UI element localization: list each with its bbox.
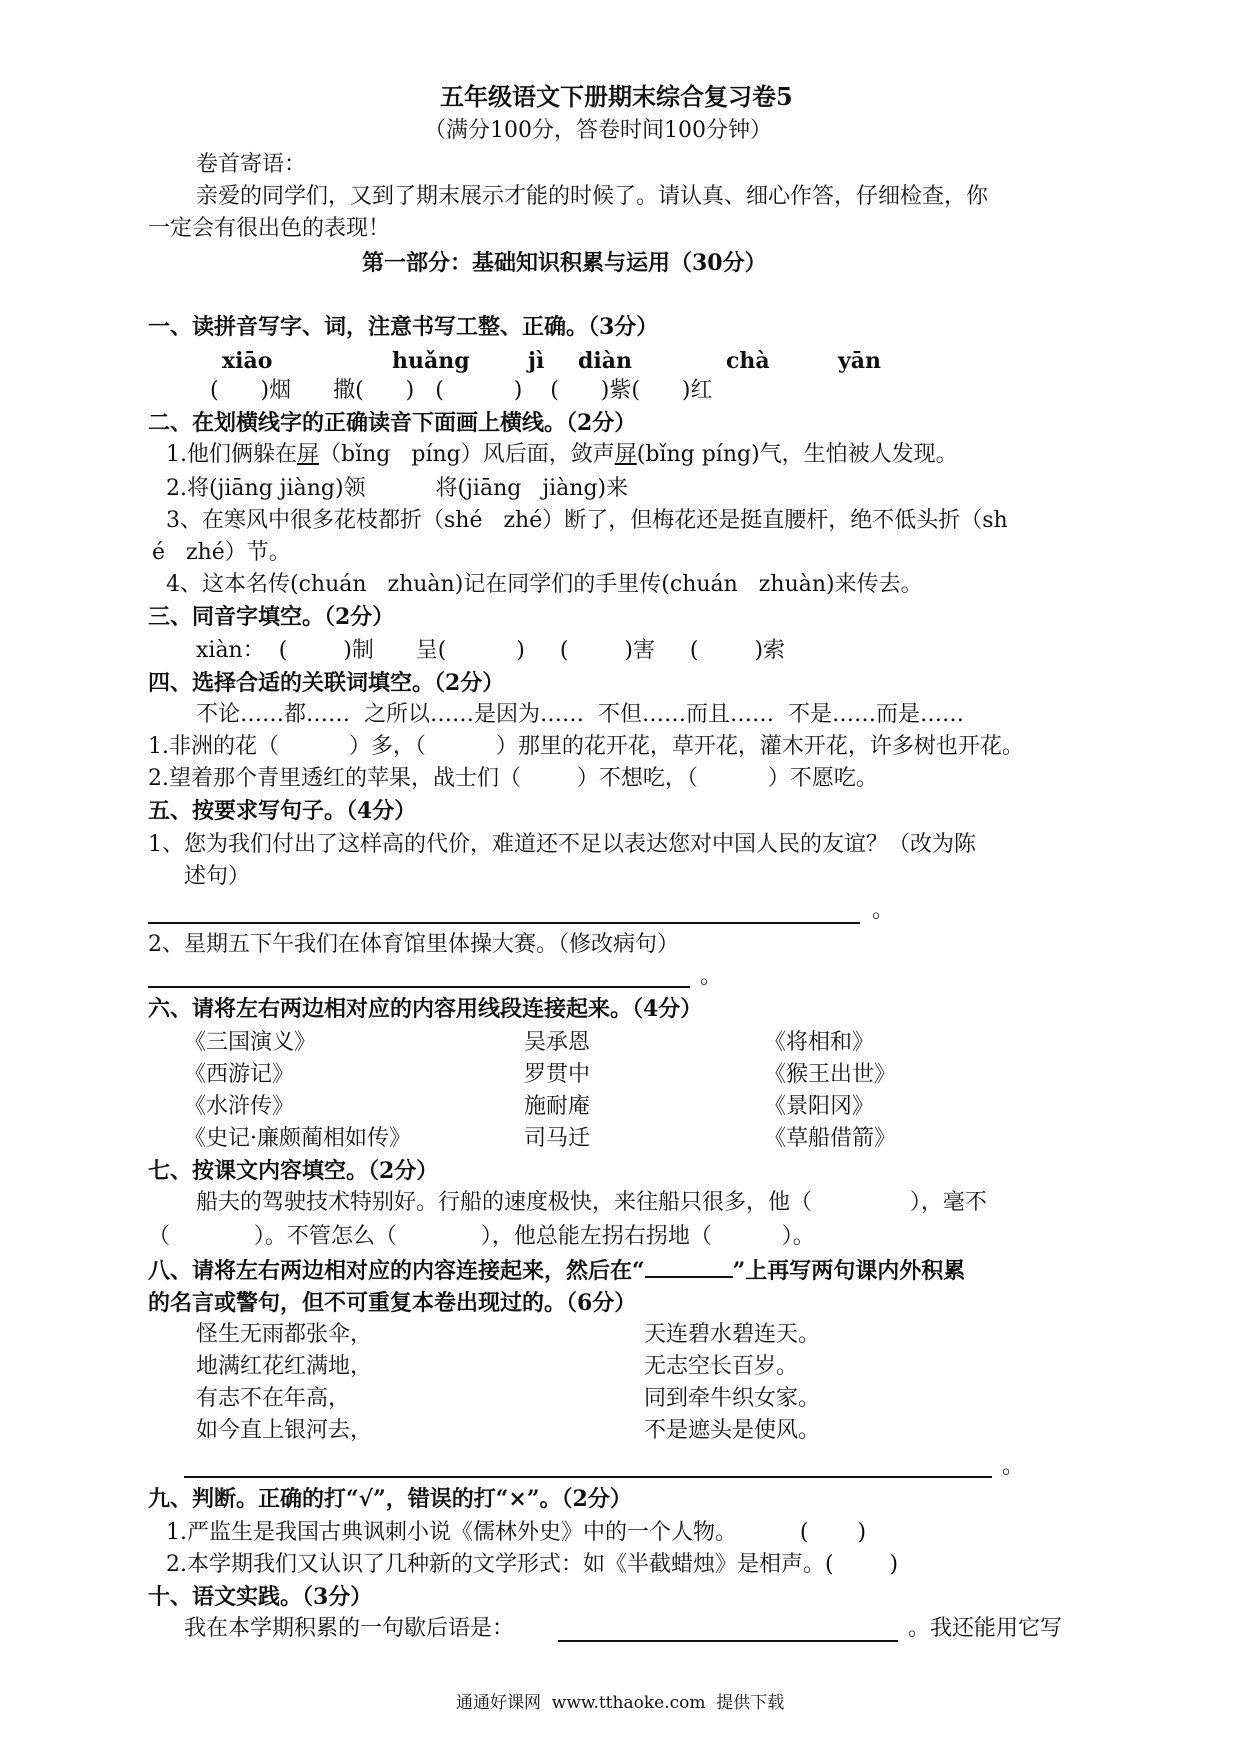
q6-author-3: 施耐庵 [524, 1094, 591, 1119]
q10-text-b: 。我还能用它写 [908, 1616, 1063, 1641]
q2-title: 二、在划横线字的正确读音下面画上横线。（2分） [148, 410, 637, 436]
q8-right-2: 无志空长百岁。 [644, 1354, 799, 1379]
q5-sentence-1a: 1、您为我们付出了这样高的代价，难道还不足以表达您对中国人民的友谊？（改为陈 [148, 832, 976, 857]
q6-story-4: 《草船借箭》 [764, 1126, 897, 1151]
q2-line-4: é zhé）节。 [152, 540, 291, 565]
q5-answer-line-1[interactable] [148, 922, 860, 924]
q1-pinyin-5: chà [726, 348, 770, 374]
q6-title: 六、请将左右两边相对应的内容用线段连接起来。（4分） [148, 996, 703, 1022]
q8-left-4: 如今直上银河去， [196, 1418, 373, 1443]
q1-pinyin-3: jì [528, 348, 545, 374]
q5-title: 五、按要求写句子。（4分） [148, 798, 417, 824]
preface-label: 卷首寄语： [196, 152, 307, 177]
q7-line-1: 船夫的驾驶技术特别好。行船的速度极快，来往船只很多，他（ ），毫不 [196, 1190, 987, 1215]
q8-right-4: 不是遮头是使风。 [644, 1418, 821, 1443]
q1-blanks: ( )烟 撒( ) ( ) ( )紫( )红 [210, 378, 713, 403]
q6-story-2: 《猴王出世》 [764, 1062, 897, 1087]
q7-line-2: （ ）。不管怎么（ ），他总能左拐右拐地（ ）。 [148, 1224, 815, 1249]
q9-statement-2: 2.本学期我们又认识了几种新的文学形式：如《半截蜡烛》是相声。( ) [166, 1552, 899, 1577]
q10-answer-line[interactable] [558, 1640, 898, 1642]
q6-author-2: 罗贯中 [524, 1062, 591, 1087]
q5-sentence-2: 2、星期五下午我们在体育馆里体操大赛。（修改病句） [148, 932, 679, 957]
q2-line-3: 3、在寒风中很多花枝都折（shé zhé）断了，但梅花还是挺直腰杆，绝不低头折（sh [166, 508, 1008, 533]
page-footer: 通通好课网 www.tthaoke.com 提供下载 [456, 1693, 785, 1713]
preface-line-1: 亲爱的同学们，又到了期末展示才能的时候了。请认真、细心作答，仔细检查，你 [196, 184, 989, 209]
page-title: 五年级语文下册期末综合复习卷5 [440, 82, 793, 111]
q9-statement-1: 1.严监生是我国古典讽刺小说《儒林外史》中的一个人物。 ( ) [166, 1520, 867, 1545]
q2-line-2: 2.将(jiāng jiàng)领 将(jiāng jiàng)来 [166, 476, 629, 501]
q6-story-3: 《景阳冈》 [764, 1094, 875, 1119]
q6-author-4: 司马迁 [524, 1126, 591, 1151]
q1-pinyin-6: yān [838, 348, 882, 374]
q5-answer-line-2[interactable] [148, 986, 690, 988]
q4-options: 不论……都…… 之所以……是因为…… 不但……而且…… 不是……而是…… [196, 702, 964, 727]
q10-text-a: 我在本学期积累的一句歇后语是： [184, 1616, 515, 1641]
q8-left-1: 怪生无雨都张伞， [196, 1322, 373, 1347]
q10-title: 十、语文实践。（3分） [148, 1584, 373, 1610]
preface-line-2: 一定会有很出色的表现！ [148, 216, 391, 241]
q8-answer-line[interactable] [184, 1476, 992, 1478]
q6-book-2: 《西游记》 [184, 1062, 295, 1087]
q9-title: 九、判断。正确的打“√”，错误的打“×”。（2分） [148, 1486, 632, 1512]
q1-pinyin-4: diàn [578, 348, 632, 374]
q3-title: 三、同音字填空。（2分） [148, 604, 395, 630]
q1-pinyin-1: xiāo [222, 348, 273, 374]
q2-line-1: 1.他们俩躲在屏（bǐng píng）风后面，敛声屏(bǐng píng)气，生怕被人发现。 [166, 442, 958, 467]
page-subtitle: （满分100分，答卷时间100分钟） [424, 118, 772, 143]
q4-sentence-1: 1.非洲的花（ ）多，（ ）那里的花开花，草开花，灌木开花，许多树也开花。 [148, 734, 1024, 759]
q4-title: 四、选择合适的关联词填空。（2分） [148, 670, 505, 696]
q7-title: 七、按课文内容填空。（2分） [148, 1158, 439, 1184]
q1-title: 一、读拼音写字、词，注意书写工整、正确。（3分） [148, 314, 659, 340]
q8-title-2: 的名言或警句，但不可重复本卷出现过的。（6分） [148, 1290, 637, 1316]
q6-book-4: 《史记·廉颇蔺相如传》 [184, 1126, 411, 1151]
q8-title: 八、请将左右两边相对应的内容连接起来，然后在“ ”上再写两句课内外积累 [148, 1258, 966, 1284]
q1-pinyin-2: huǎng [392, 348, 470, 374]
q8-right-1: 天连碧水碧连天。 [644, 1322, 821, 1347]
q5-period-1: 。 [872, 898, 895, 923]
q8-period: 。 [1002, 1454, 1025, 1479]
q8-right-3: 同到牵牛织女家。 [644, 1386, 821, 1411]
q8-left-2: 地满红花红满地， [196, 1354, 373, 1379]
q2-line-5: 4、这本名传(chuán zhuàn)记在同学们的手里传(chuán zhuàn)来传去。 [166, 572, 923, 597]
q6-story-1: 《将相和》 [764, 1030, 875, 1055]
q5-sentence-1b: 述句） [184, 864, 251, 889]
q3-line: xiàn： ( )制 呈( ) ( )害 ( )索 [196, 638, 786, 663]
q6-author-1: 吴承恩 [524, 1030, 591, 1055]
q6-book-3: 《水浒传》 [184, 1094, 295, 1119]
q4-sentence-2: 2.望着那个青里透红的苹果，战士们（ ）不想吃，（ ）不愿吃。 [148, 766, 878, 791]
q8-left-3: 有志不在年高， [196, 1386, 351, 1411]
q6-book-1: 《三国演义》 [184, 1030, 317, 1055]
q5-period-2: 。 [700, 964, 723, 989]
part1-title: 第一部分：基础知识积累与运用（30分） [362, 250, 767, 276]
